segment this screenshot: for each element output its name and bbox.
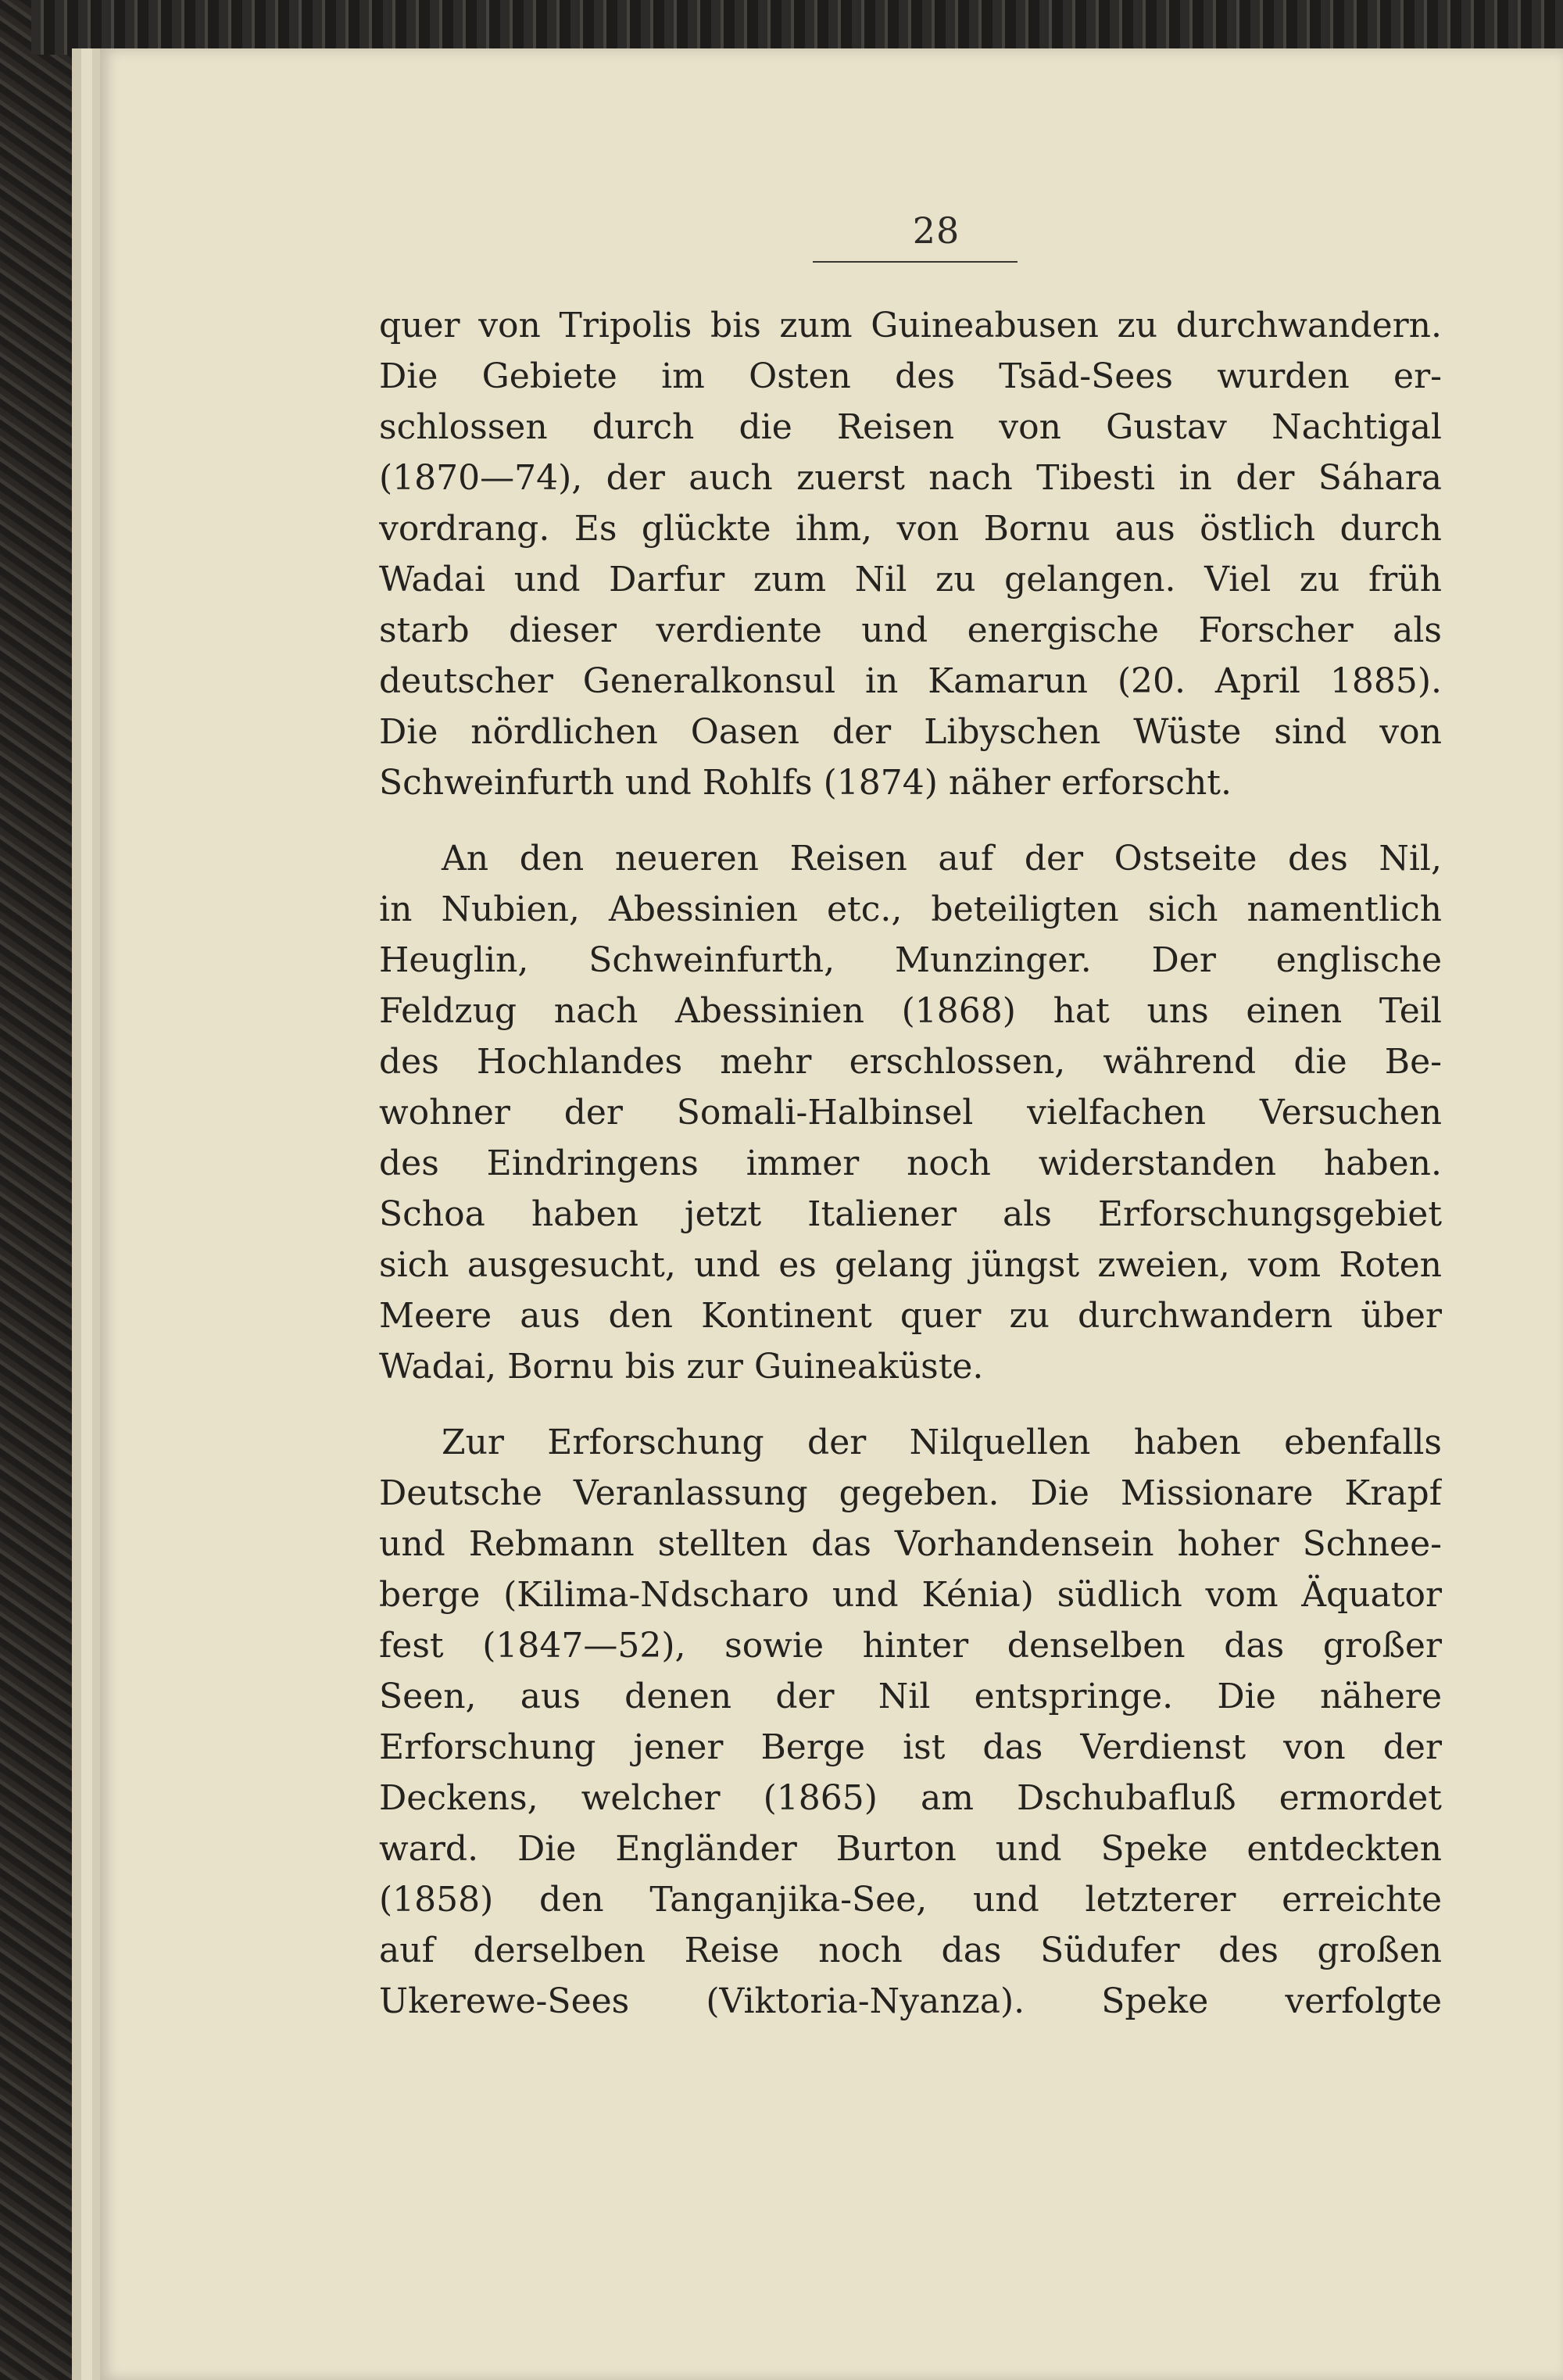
paragraph-2 bbox=[379, 833, 1442, 1392]
text-line: Wadai und Darfur zum Nil zu gelangen. Viel zu früh bbox=[379, 560, 1442, 599]
text-line: Heuglin, Schweinfurth, Munzinger. Der englische bbox=[379, 940, 1442, 980]
text-line: starb dieser verdiente und energische Forscher als bbox=[379, 610, 1442, 650]
text-line: Meere aus den Kontinent quer zu durchwandern über bbox=[379, 1296, 1442, 1336]
text-line: Schoa haben jetzt Italiener als Erforschungsgebiet bbox=[379, 1194, 1442, 1234]
paragraph-1 bbox=[379, 300, 1442, 808]
text-line: Deutsche Veranlassung gegeben. Die Missionare Krapf bbox=[379, 1473, 1442, 1513]
text-line: schlossen durch die Reisen von Gustav Nachtigal bbox=[379, 407, 1442, 447]
text-line: Ukerewe-Sees (Viktoria-Nyanza). Speke verfolgte bbox=[379, 1981, 1442, 2021]
text-line: Zur Erforschung der Nilquellen haben ebenfalls bbox=[442, 1423, 1442, 1462]
text-line: Erforschung jener Berge ist das Verdienst von der bbox=[379, 1727, 1442, 1767]
text-line: Die Gebiete im Osten des Tsād-Sees wurden er- bbox=[379, 356, 1442, 396]
body-text bbox=[379, 300, 1442, 2027]
text-line: Schweinfurth und Rohlfs (1874) näher erforscht. bbox=[379, 763, 1232, 803]
text-line: (1858) den Tanganjika-See, und letzterer erreichte bbox=[379, 1880, 1442, 1920]
page-number: 28 bbox=[912, 209, 960, 252]
text-line: Wadai, Bornu bis zur Guineaküste. bbox=[379, 1347, 984, 1387]
text-line: (1870—74), der auch zuerst nach Tibesti in der Sáhara bbox=[379, 458, 1442, 498]
page-number-rule bbox=[813, 261, 1018, 263]
paragraph-3 bbox=[379, 1417, 1442, 2027]
text-line: auf derselben Reise noch das Südufer des großen bbox=[379, 1931, 1442, 1970]
text-line: deutscher Generalkonsul in Kamarun (20. April 1885). bbox=[379, 661, 1442, 701]
text-line: ward. Die Engländer Burton und Speke entdeckten bbox=[379, 1829, 1442, 1869]
text-line: wohner der Somali-Halbinsel vielfachen Versuchen bbox=[379, 1093, 1442, 1133]
text-line: Seen, aus denen der Nil entspringe. Die nähere bbox=[379, 1677, 1442, 1716]
text-line: Deckens, welcher (1865) am Dschubafluß ermordet bbox=[379, 1778, 1442, 1818]
text-line: vordrang. Es glückte ihm, von Bornu aus östlich durch bbox=[379, 509, 1442, 549]
text-line: Feldzug nach Abessinien (1868) hat uns einen Teil bbox=[379, 991, 1442, 1031]
text-line: sich ausgesucht, und es gelang jüngst zweien, vom Roten bbox=[379, 1245, 1442, 1285]
text-line: des Hochlandes mehr erschlossen, während die Be- bbox=[379, 1042, 1442, 1082]
text-line: berge (Kilima-Ndscharo und Kénia) südlich vom Äquator bbox=[379, 1575, 1442, 1615]
text-line: An den neueren Reisen auf der Ostseite des Nil, bbox=[442, 839, 1442, 879]
text-line: fest (1847—52), sowie hinter denselben das großer bbox=[379, 1626, 1442, 1666]
text-line: quer von Tripolis bis zum Guineabusen zu durchwandern. bbox=[379, 306, 1442, 345]
text-line: des Eindringens immer noch widerstanden haben. bbox=[379, 1143, 1442, 1183]
text-line: Die nördlichen Oasen der Libyschen Wüste sind von bbox=[379, 712, 1442, 752]
text-line: und Rebmann stellten das Vorhandensein hoher Schnee- bbox=[379, 1524, 1442, 1564]
binding-strip bbox=[31, 0, 1563, 55]
text-line: in Nubien, Abessinien etc., beteiligten sich namentlich bbox=[379, 889, 1442, 929]
